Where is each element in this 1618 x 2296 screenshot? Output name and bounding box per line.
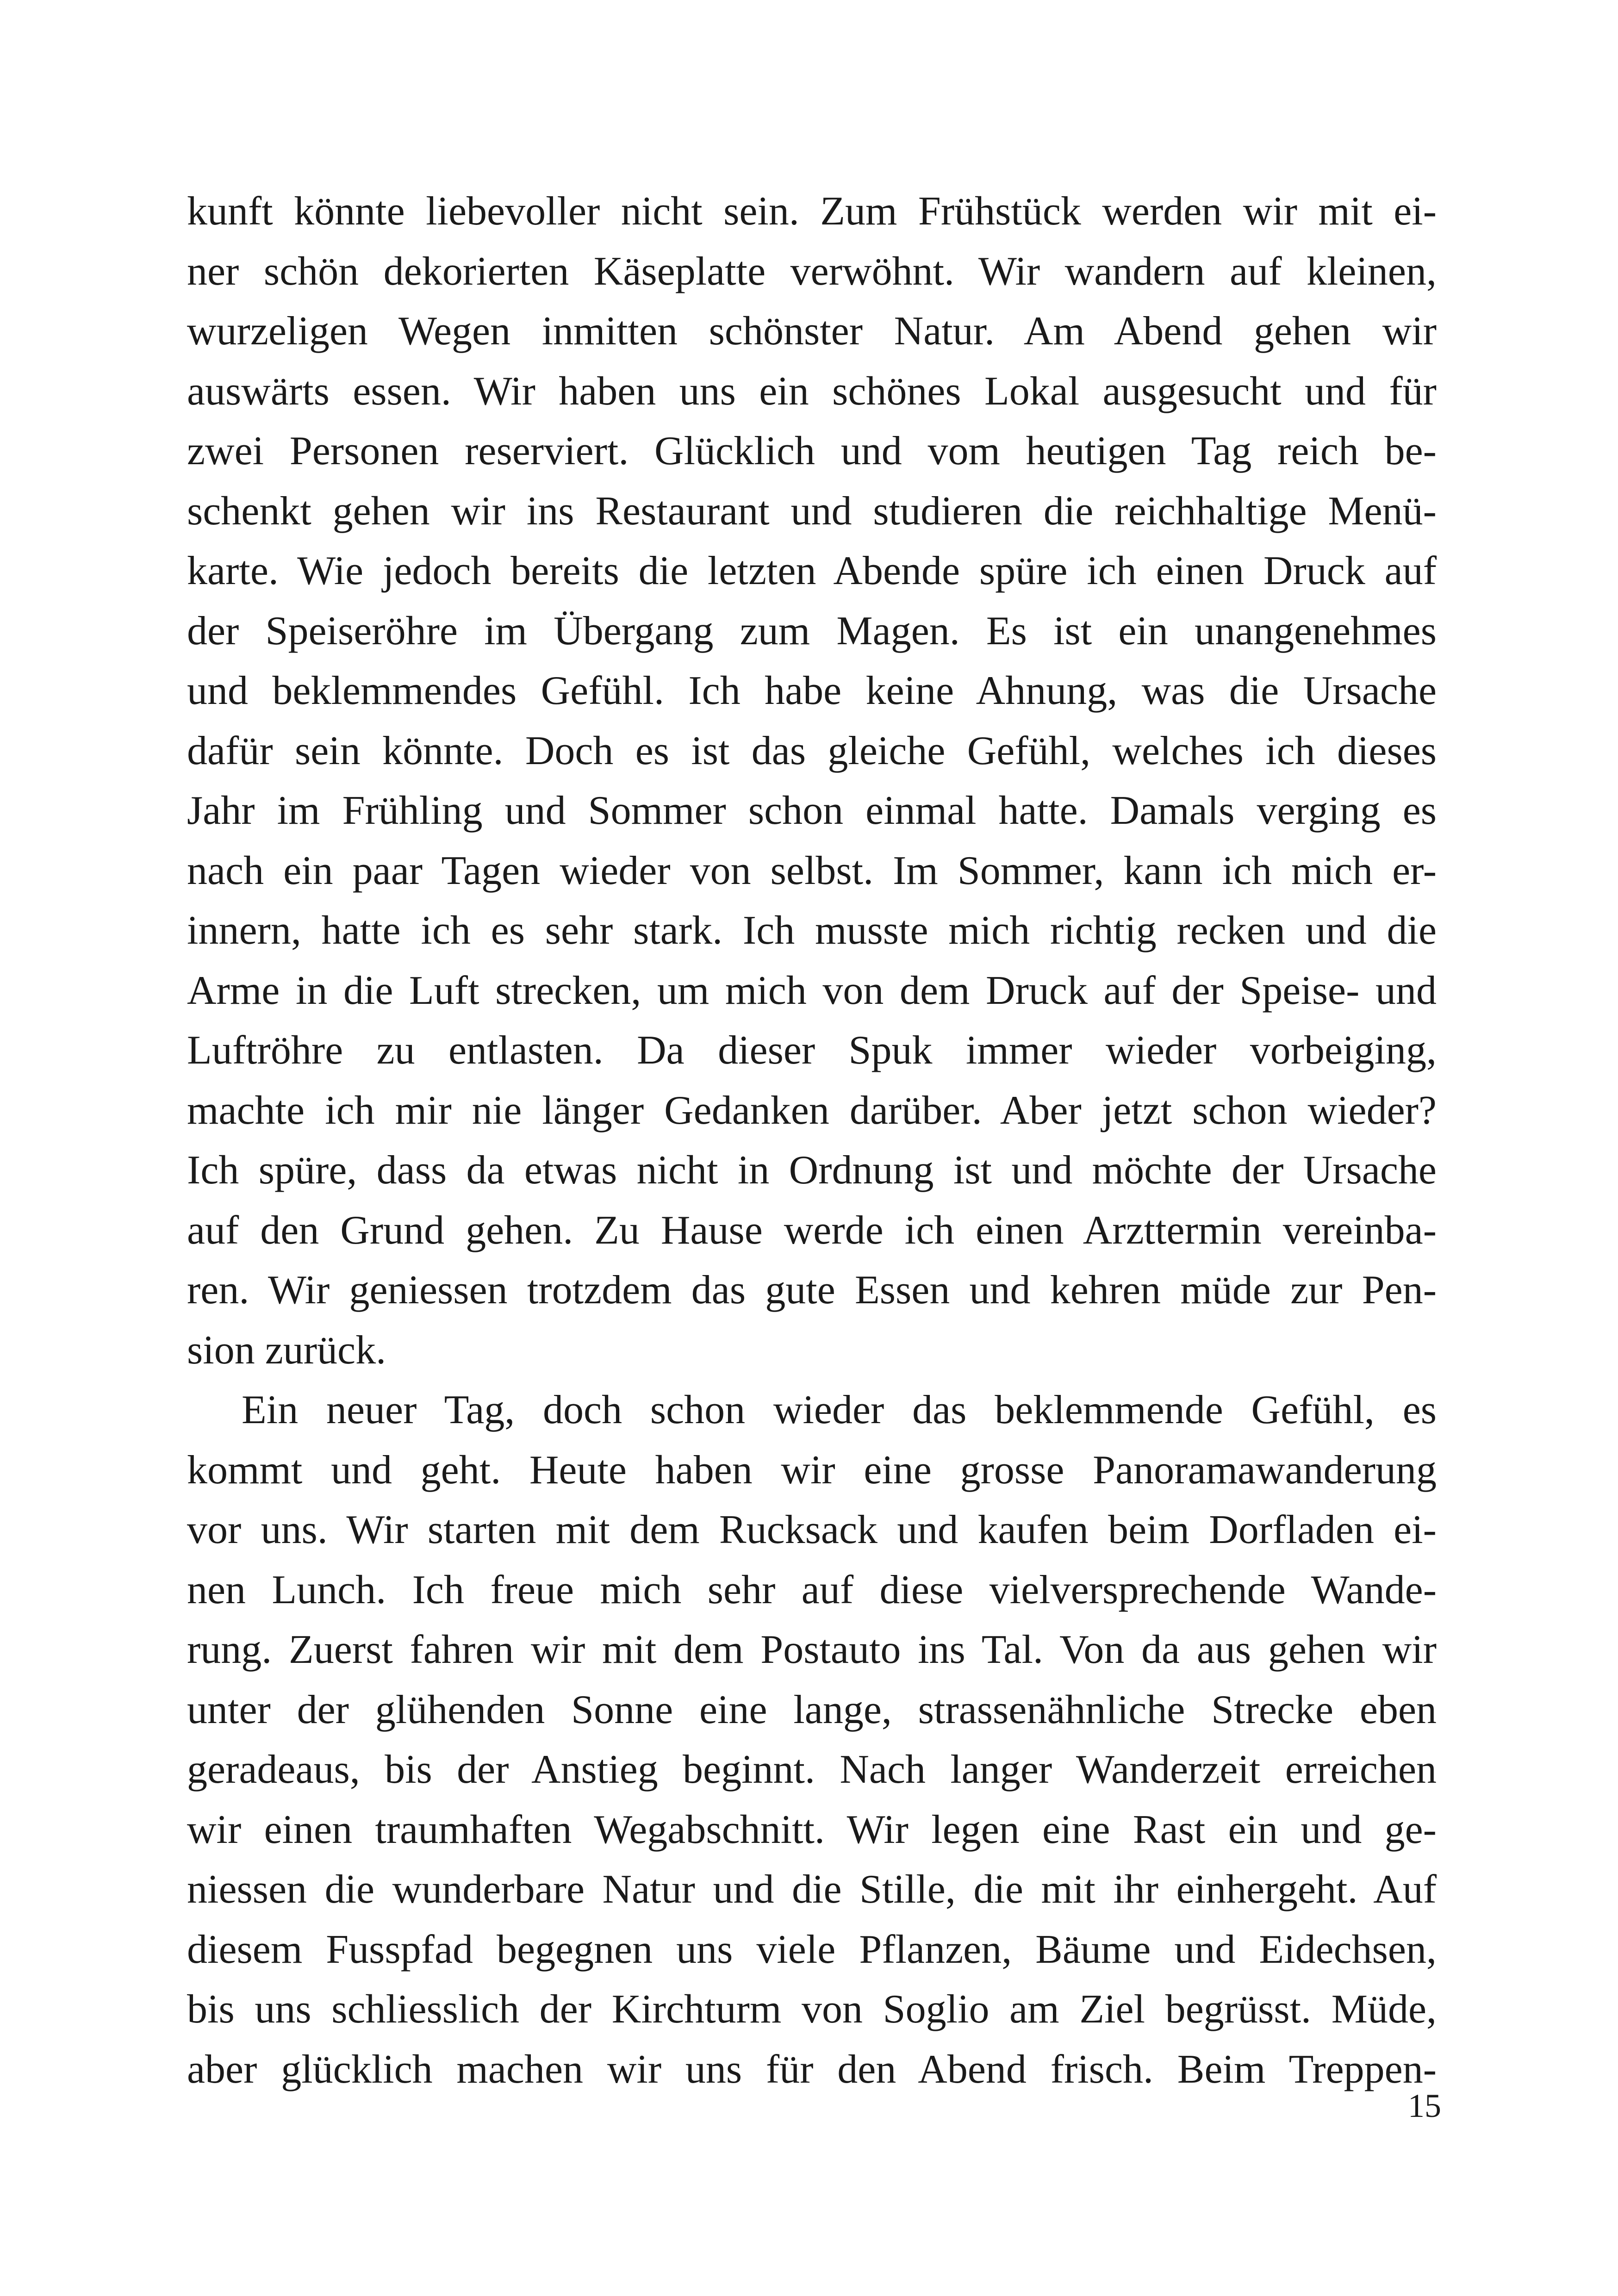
text-line: auf den Grund gehen. Zu Hause werde ich einen Arzttermin vereinba- xyxy=(187,1207,1437,1253)
text-line: nen Lunch. Ich freue mich sehr auf diese vielversprechende Wande- xyxy=(187,1567,1437,1612)
text-line: zwei Personen reserviert. Glücklich und vom heutigen Tag reich be- xyxy=(187,429,1437,473)
text-line: kunft könnte liebevoller nicht sein. Zum Frühstück werden wir mit ei- xyxy=(187,189,1437,234)
text-line-paragraph-end: sion zurück. xyxy=(187,1327,386,1373)
body-text xyxy=(187,181,1437,2099)
text-line: karte. Wie jedoch bereits die letzten Abende spüre ich einen Druck auf xyxy=(187,548,1437,593)
text-line: kommt und geht. Heute haben wir eine grosse Panoramawanderung xyxy=(187,1447,1437,1493)
text-line: aber glücklich machen wir uns für den Abend frisch. Beim Treppen- xyxy=(187,2047,1437,2092)
text-line: rung. Zuerst fahren wir mit dem Postauto ins Tal. Von da aus gehen wir xyxy=(187,1627,1437,1672)
text-line: Arme in die Luft strecken, um mich von dem Druck auf der Speise- und xyxy=(187,968,1437,1013)
text-line: Ich spüre, dass da etwas nicht in Ordnung ist und möchte der Ursache xyxy=(187,1148,1437,1193)
text-line: geradeaus, bis der Anstieg beginnt. Nach langer Wanderzeit erreichen xyxy=(187,1747,1437,1792)
text-line: auswärts essen. Wir haben uns ein schönes Lokal ausgesucht und für xyxy=(187,368,1437,414)
text-line: diesem Fusspfad begegnen uns viele Pflanzen, Bäume und Eidechsen, xyxy=(187,1927,1437,1972)
text-line: Luftröhre zu entlasten. Da dieser Spuk immer wieder vorbeiging, xyxy=(187,1028,1437,1073)
text-line: machte ich mir nie länger Gedanken darüber. Aber jetzt schon wieder? xyxy=(187,1088,1437,1133)
text-line: innern, hatte ich es sehr stark. Ich musste mich richtig recken und die xyxy=(187,908,1437,953)
page-number: 15 xyxy=(1408,2087,1441,2124)
text-line: und beklemmendes Gefühl. Ich habe keine Ahnung, was die Ursache xyxy=(187,668,1437,713)
text-line: ren. Wir geniessen trotzdem das gute Essen und kehren müde zur Pen- xyxy=(187,1268,1437,1313)
text-line: wurzeligen Wegen inmitten schönster Natur. Am Abend gehen wir xyxy=(187,309,1437,354)
text-line: dafür sein könnte. Doch es ist das gleiche Gefühl, welches ich dieses xyxy=(187,728,1437,773)
text-line: niessen die wunderbare Natur und die Stille, die mit ihr einhergeht. Auf xyxy=(187,1867,1437,1912)
text-line: unter der glühenden Sonne eine lange, strassenähnliche Strecke eben xyxy=(187,1687,1437,1732)
text-line: nach ein paar Tagen wieder von selbst. Im Sommer, kann ich mich er- xyxy=(187,848,1437,893)
text-line: schenkt gehen wir ins Restaurant und studieren die reichhaltige Menü- xyxy=(187,488,1437,534)
text-line-paragraph-start: Ein neuer Tag, doch schon wieder das beklemmende Gefühl, es xyxy=(242,1388,1437,1432)
text-line: der Speiseröhre im Übergang zum Magen. Es ist ein unangenehmes xyxy=(187,608,1437,653)
text-line: vor uns. Wir starten mit dem Rucksack und kaufen beim Dorfladen ei- xyxy=(187,1507,1437,1552)
text-line: Jahr im Frühling und Sommer schon einmal hatte. Damals verging es xyxy=(187,788,1437,833)
text-line: wir einen traumhaften Wegabschnitt. Wir legen eine Rast ein und ge- xyxy=(187,1807,1437,1852)
text-line: ner schön dekorierten Käseplatte verwöhnt. Wir wandern auf kleinen, xyxy=(187,249,1437,294)
text-line: bis uns schliesslich der Kirchturm von Soglio am Ziel begrüsst. Müde, xyxy=(187,1987,1437,2032)
